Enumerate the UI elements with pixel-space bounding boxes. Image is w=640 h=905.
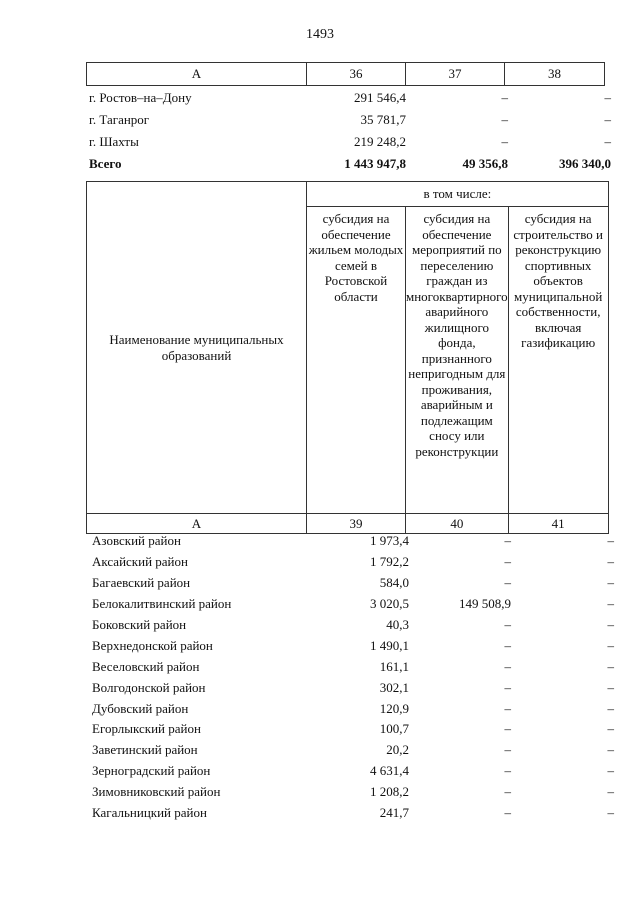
row-value-c39: 4 631,4 (370, 763, 409, 779)
row-name: Зимовниковский район (92, 784, 221, 800)
row-value-c36: 291 546,4 (354, 90, 406, 105)
table-row (86, 740, 618, 761)
row-name: Боковский район (92, 617, 187, 632)
letter-cell-41: 41 (508, 514, 608, 534)
row-value-c36: 219 248,2 (354, 134, 406, 149)
row-name: Дубовский район (92, 700, 189, 716)
table-row (86, 109, 615, 131)
row-name: Заветинский район (92, 742, 198, 758)
row-value-c36: 35 781,7 (360, 112, 406, 127)
table-row (86, 573, 618, 594)
row-name: Верхнедонской район (92, 637, 213, 653)
row-value-c41: – (607, 805, 614, 821)
table-row (86, 719, 618, 740)
row-value-c40: – (504, 784, 511, 800)
row-value-c38: – (604, 134, 611, 149)
row-value-c39: 1 208,2 (370, 784, 409, 800)
table-row (86, 552, 618, 573)
table-row (86, 635, 618, 656)
row-value-c37: 49 356,8 (462, 156, 508, 171)
row-value-c39: 40,3 (386, 617, 409, 632)
letter-cell-40: 40 (406, 514, 509, 534)
row-value-c41: – (607, 554, 614, 570)
row-value-c39: 241,7 (379, 805, 409, 821)
table-row (86, 615, 618, 636)
row-value-c39: 1 490,1 (370, 637, 409, 653)
row-value-c39: 302,1 (379, 679, 409, 695)
row-value-c40: – (504, 700, 511, 716)
table-row (86, 531, 618, 552)
top-table-rows (86, 87, 615, 175)
row-name: Всего (89, 156, 122, 171)
header-cell-38: 38 (505, 63, 605, 86)
row-value-c39: 3 020,5 (370, 596, 409, 612)
row-name: Зерноградский район (92, 763, 211, 779)
row-value-c40: – (504, 763, 511, 779)
row-value-c40: – (504, 721, 511, 737)
row-value-c40: – (504, 575, 511, 591)
header-cell-a: А (87, 63, 307, 86)
row-value-c41: – (607, 742, 614, 758)
letter-cell-39: 39 (307, 514, 406, 534)
row-value-c41: – (607, 533, 614, 549)
row-value-c39: 20,2 (386, 742, 409, 758)
row-value-c38: – (604, 112, 611, 127)
table-row (86, 87, 615, 109)
table-row (86, 761, 618, 782)
page-number: 1493 (306, 27, 334, 42)
row-value-c40: – (504, 679, 511, 695)
header-cell-37: 37 (406, 63, 505, 86)
including-header: в том числе: (307, 182, 609, 207)
row-name: Волгодонской район (92, 679, 206, 695)
table-row (86, 803, 618, 824)
row-value-c40: – (504, 554, 511, 570)
table-row (86, 131, 615, 153)
col39-header: субсидия на обеспечение жильем молодых семей в Ростовской области (307, 207, 406, 514)
row-name: Кагальницкий район (92, 805, 207, 821)
header-cell-36: 36 (307, 63, 406, 86)
table-row (86, 656, 618, 677)
col40-header: субсидия на обеспечение мероприятий по переселению граждан из многоквартирного аварийного жилищного фонда, признанного непригодным для проживания, аварийным и подлежащим сносу или реконструкции (406, 207, 509, 514)
row-value-c37: – (501, 112, 508, 127)
row-value-c38: 396 340,0 (559, 156, 611, 171)
row-value-c39: 1 973,4 (370, 533, 409, 549)
row-name: Азовский район (92, 533, 181, 549)
row-value-c40: – (504, 637, 511, 653)
row-value-c41: – (607, 637, 614, 653)
col41-header: субсидия на строительство и реконструкцию спортивных объектов муниципальной собственности, включая газификацию (508, 207, 608, 514)
row-value-c39: 100,7 (379, 721, 409, 737)
row-name: Белокалитвинский район (92, 596, 232, 612)
row-value-c40: – (504, 533, 511, 549)
row-value-c41: – (607, 763, 614, 779)
row-value-c40: – (504, 742, 511, 758)
header-row (87, 63, 605, 86)
table-row (86, 698, 618, 719)
row-value-c37: – (501, 134, 508, 149)
row-name: г. Ростов–на–Дону (89, 90, 192, 105)
row-name: Егорлыкский район (92, 721, 201, 737)
table-row (86, 782, 618, 803)
row-value-c41: – (607, 784, 614, 800)
row-value-c41: – (607, 700, 614, 716)
row-value-c40: 149 508,9 (459, 596, 511, 612)
data-table (86, 531, 618, 823)
row-name: г. Шахты (89, 134, 139, 149)
row-value-c39: 120,9 (379, 700, 409, 716)
row-name: Веселовский район (92, 658, 200, 674)
row-name: Аксайский район (92, 554, 188, 570)
row-value-c40: – (504, 805, 511, 821)
row-value-c41: – (607, 658, 614, 674)
row-value-c41: – (607, 721, 614, 737)
row-value-c41: – (607, 679, 614, 695)
row-value-c41: – (607, 596, 614, 612)
row-value-c39: 161,1 (379, 658, 409, 674)
table-row (86, 153, 615, 175)
row-value-c39: 1 792,2 (370, 554, 409, 570)
table-row (86, 677, 618, 698)
table-row (86, 594, 618, 615)
main-table-header (86, 181, 609, 534)
row-value-c38: – (604, 90, 611, 105)
row-value-c40: – (504, 658, 511, 674)
municipality-name-header: Наименование муниципальных образований (87, 182, 307, 514)
header-row-including (87, 182, 609, 207)
row-name: г. Таганрог (89, 112, 150, 127)
row-value-c37: – (501, 90, 508, 105)
row-value-c39: 584,0 (379, 575, 409, 591)
row-value-c41: – (607, 617, 614, 632)
row-value-c41: – (607, 575, 614, 591)
letter-cell-a: А (87, 514, 307, 534)
top-table-header (86, 62, 605, 86)
row-value-c36: 1 443 947,8 (344, 156, 406, 171)
row-name: Багаевский район (92, 575, 191, 591)
row-value-c40: – (504, 617, 511, 632)
